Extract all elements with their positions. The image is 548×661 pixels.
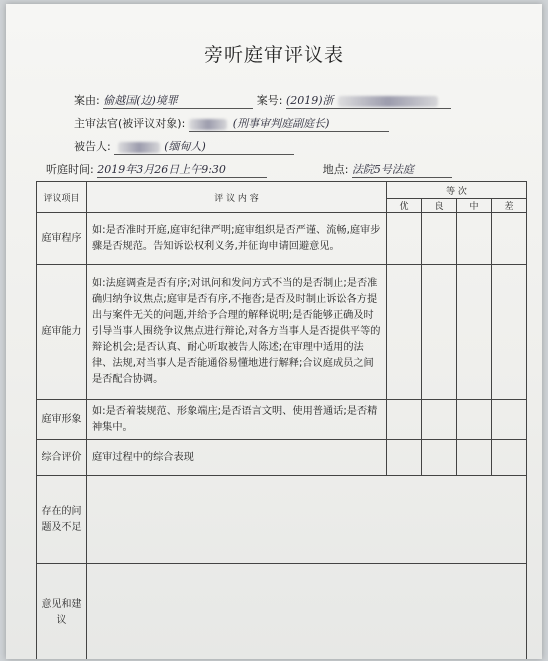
table-row bbox=[37, 564, 527, 660]
case-value: 偷越国(边)境罪 bbox=[103, 92, 253, 109]
row-content-image: 如:是否着装规范、形象端庄;是否语言文明、使用普通话;是否精神集中。 bbox=[87, 400, 387, 440]
case-line bbox=[74, 92, 451, 109]
judge-value: (刑事审判庭副庭长) bbox=[232, 117, 330, 130]
place-label: 地点: bbox=[322, 163, 349, 176]
suggestions-field[interactable] bbox=[87, 564, 527, 660]
redacted-case-no bbox=[338, 96, 438, 107]
table-row bbox=[37, 265, 527, 400]
grade-average: 中 bbox=[457, 199, 492, 213]
grade-poor: 差 bbox=[492, 199, 527, 213]
grade-cell[interactable] bbox=[387, 213, 422, 265]
redacted-judge-name bbox=[189, 119, 227, 130]
row-item-overall: 综合评价 bbox=[37, 440, 87, 476]
time-label: 听庭时间: bbox=[46, 163, 94, 176]
grade-cell[interactable] bbox=[457, 400, 492, 440]
grade-cell[interactable] bbox=[457, 213, 492, 265]
row-content-overall: 庭审过程中的综合表现 bbox=[87, 440, 387, 476]
time-value: 2019年3月26日上午9:30 bbox=[97, 161, 267, 178]
grade-excellent: 优 bbox=[387, 199, 422, 213]
defendant-value: (缅甸人) bbox=[164, 140, 206, 153]
grade-cell[interactable] bbox=[492, 400, 527, 440]
row-item-procedure: 庭审程序 bbox=[37, 213, 87, 265]
evaluation-table bbox=[36, 181, 527, 659]
header-grade: 等 次 bbox=[387, 182, 527, 199]
grade-cell[interactable] bbox=[422, 213, 457, 265]
grade-cell[interactable] bbox=[422, 400, 457, 440]
case-no-label: 案号: bbox=[256, 94, 283, 107]
table-row bbox=[37, 440, 527, 476]
header-item: 评议项目 bbox=[37, 182, 87, 213]
row-content-procedure: 如:是否准时开庭,庭审纪律严明;庭审组织是否严谨、流畅,庭审步骤是否规范。告知诉讼权利义务,并征询申请回避意见。 bbox=[87, 213, 387, 265]
table-row bbox=[37, 213, 527, 265]
redacted-defendant-name bbox=[118, 142, 160, 153]
grade-cell[interactable] bbox=[457, 440, 492, 476]
case-label: 案由: bbox=[74, 94, 100, 107]
case-no-value: (2019)浙 bbox=[285, 94, 334, 107]
problems-field[interactable] bbox=[87, 476, 527, 564]
row-content-ability: 如:法庭调查是否有序;对讯问和发问方式不当的是否制止;是否准确归纳争议焦点;庭审是否有序,不拖沓;是否及时制止诉讼各方提出与案件无关的问题,并给予合理的解释说明;是否能够正确及时引导当事人围绕争议焦点进行辩论,对各方当事人是否提供平等的辩论机会;是否认真、耐心听取被告人陈述;在审理中适用的法律、法规,对当事人是否能通俗易懂地进行解释;合议庭成员之间是否配合协调。 bbox=[87, 265, 387, 400]
grade-cell[interactable] bbox=[492, 440, 527, 476]
table-row bbox=[37, 400, 527, 440]
grade-cell[interactable] bbox=[422, 440, 457, 476]
form-paper bbox=[6, 4, 542, 659]
grade-cell[interactable] bbox=[492, 213, 527, 265]
row-item-suggestions: 意见和建议 bbox=[37, 564, 87, 660]
grade-cell[interactable] bbox=[387, 400, 422, 440]
judge-label: 主审法官(被评议对象): bbox=[74, 117, 186, 130]
grade-good: 良 bbox=[422, 199, 457, 213]
row-item-ability: 庭审能力 bbox=[37, 265, 87, 400]
grade-cell[interactable] bbox=[492, 265, 527, 400]
grade-cell[interactable] bbox=[387, 440, 422, 476]
grade-cell[interactable] bbox=[387, 265, 422, 400]
grade-cell[interactable] bbox=[457, 265, 492, 400]
defendant-label: 被告人: bbox=[74, 140, 111, 153]
row-item-image: 庭审形象 bbox=[37, 400, 87, 440]
row-item-problems: 存在的问题及不足 bbox=[37, 476, 87, 564]
form-title: 旁听庭审评议表 bbox=[203, 44, 344, 66]
judge-line bbox=[74, 115, 389, 132]
defendant-line bbox=[74, 138, 294, 155]
place-value: 法院5号法庭 bbox=[352, 161, 452, 178]
table-row bbox=[37, 476, 527, 564]
time-line bbox=[46, 161, 452, 178]
header-content: 评 议 内 容 bbox=[87, 182, 387, 213]
grade-cell[interactable] bbox=[422, 265, 457, 400]
